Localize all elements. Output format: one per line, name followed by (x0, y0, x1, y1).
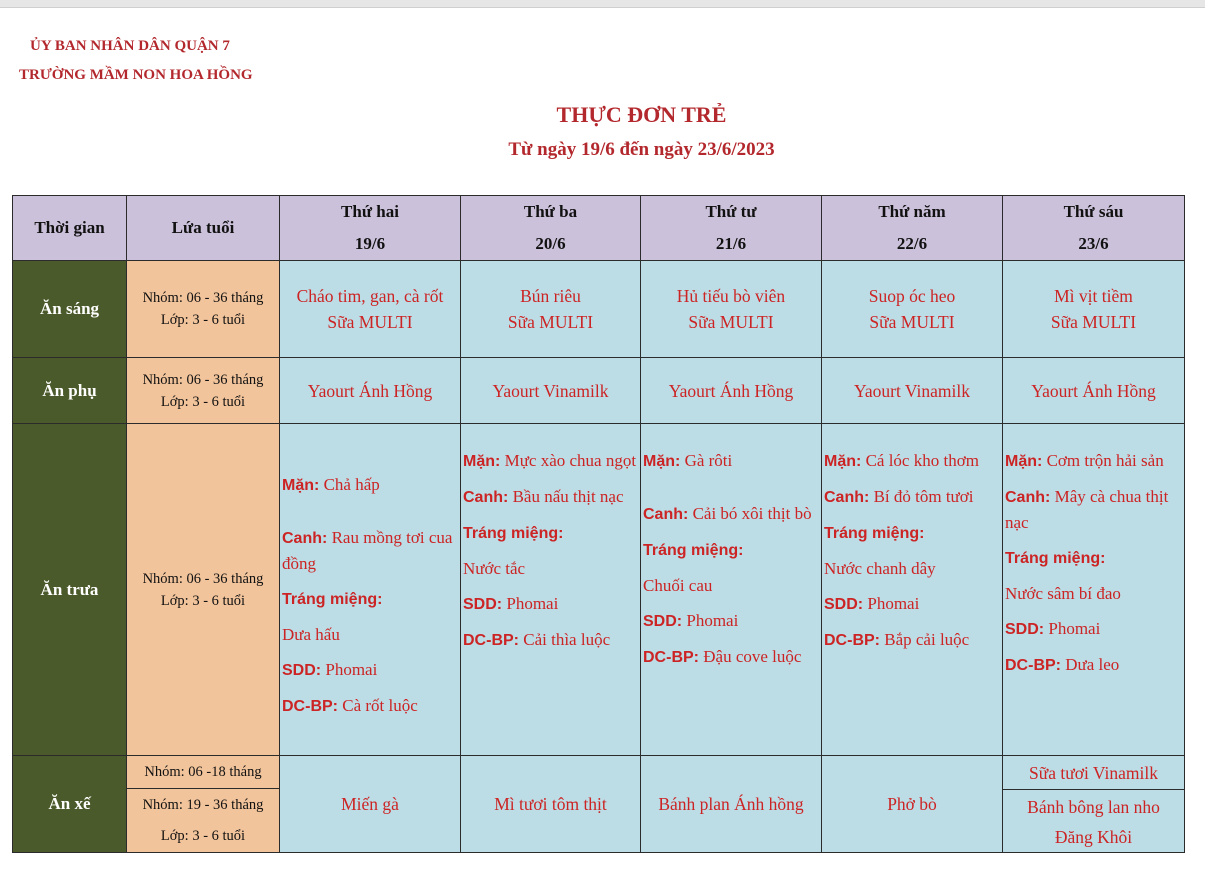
menu-cell (280, 261, 461, 358)
label-trang-mieng: Tráng miệng: (463, 525, 564, 542)
label-canh: Canh: (824, 489, 870, 506)
lunch-cell (641, 424, 822, 756)
dish-sdd: Phomai (1048, 619, 1101, 638)
date-range: Từ ngày 19/6 đến ngày 23/6/2023 (508, 139, 775, 160)
label-man: Mặn: (643, 453, 681, 470)
age-line: Nhóm: 06 -18 tháng (127, 756, 279, 789)
dish: Mì vịt tiềm (1054, 286, 1133, 306)
menu-cell (822, 261, 1003, 358)
day-date: 19/6 (354, 234, 386, 253)
label-sdd: SDD: (643, 613, 683, 630)
dish-dcbp: Cải thìa luộc (523, 630, 611, 649)
age-group (127, 756, 280, 853)
day-header (1003, 196, 1185, 261)
label-canh: Canh: (282, 530, 328, 547)
menu-cell: Bánh plan Ánh hồng (641, 756, 822, 853)
label-canh: Canh: (643, 506, 689, 523)
label-dcbp: DC-BP: (463, 632, 519, 649)
col-time-header: Thời gian (13, 196, 127, 261)
meal-label: Ăn xế (13, 756, 127, 853)
dish: Bánh bông lan nho Đăng Khôi (1027, 796, 1160, 847)
dish-dcbp: Dưa leo (1065, 655, 1120, 674)
label-dcbp: DC-BP: (643, 649, 699, 666)
dish-man: Cơm trộn hải sản (1046, 451, 1164, 470)
dish: Bún riêu (520, 286, 581, 306)
dish-man: Chả hấp (323, 475, 380, 494)
day-header (641, 196, 822, 261)
menu-cell: Yaourt Ánh Hồng (641, 358, 822, 424)
label-canh: Canh: (1005, 489, 1051, 506)
dish-dcbp: Cà rốt luộc (342, 696, 418, 715)
label-sdd: SDD: (282, 662, 322, 679)
menu-cell: Yaourt Vinamilk (461, 358, 641, 424)
dish-man: Cá lóc kho thơm (865, 451, 979, 470)
menu-cell (641, 261, 822, 358)
breakfast-row (13, 261, 1185, 358)
day-name: Thứ tư (705, 202, 757, 221)
age-group (127, 358, 280, 424)
dish-dcbp: Bắp cải luộc (884, 630, 970, 649)
label-sdd: SDD: (824, 596, 864, 613)
dish-trang-mieng: Chuối cau (643, 576, 713, 595)
day-date: 22/6 (896, 234, 928, 253)
dish: Hủ tiếu bò viên (676, 286, 786, 306)
menu-cell (1003, 756, 1185, 853)
day-header (822, 196, 1003, 261)
lunch-row (13, 424, 1185, 756)
lunch-cell (822, 424, 1003, 756)
label-man: Mặn: (463, 453, 501, 470)
day-name: Thứ năm (878, 202, 946, 221)
dish-trang-mieng: Nước sâm bí đao (1005, 584, 1121, 603)
age-line: Lớp: 3 - 6 tuổi (160, 828, 246, 844)
age-group (127, 424, 280, 756)
menu-cell: Phở bò (822, 756, 1003, 853)
top-bar (0, 0, 1205, 8)
label-trang-mieng: Tráng miệng: (643, 542, 744, 559)
age-line: Lớp: 3 - 6 tuổi (160, 393, 246, 410)
milk: Sữa MULTI (869, 312, 955, 332)
menu-cell: Yaourt Ánh Hồng (280, 358, 461, 424)
lunch-cell (461, 424, 641, 756)
menu-cell: Miến gà (280, 756, 461, 853)
snack-row (13, 358, 1185, 424)
dish-canh: Bầu nấu thịt nạc (512, 487, 624, 506)
dish-sdd: Phomai (325, 660, 378, 679)
label-man: Mặn: (282, 477, 320, 494)
age-line: Lớp: 3 - 6 tuổi (160, 592, 246, 609)
dish-canh: Cải bó xôi thịt bò (692, 504, 812, 523)
menu-cell (461, 261, 641, 358)
label-sdd: SDD: (463, 596, 503, 613)
label-trang-mieng: Tráng miệng: (1005, 550, 1106, 567)
age-line: Nhóm: 06 - 36 tháng (142, 570, 264, 587)
dish: Suop óc heo (868, 286, 956, 306)
day-date: 23/6 (1078, 234, 1109, 253)
label-man: Mặn: (1005, 453, 1043, 470)
menu-cell: Yaourt Ánh Hồng (1003, 358, 1185, 424)
menu-cell: Yaourt Vinamilk (822, 358, 1003, 424)
day-name: Thứ sáu (1063, 202, 1124, 221)
dish-sdd: Phomai (867, 594, 920, 613)
milk: Sữa MULTI (327, 312, 413, 332)
dish-trang-mieng: Nước chanh dây (824, 559, 936, 578)
age-line: Nhóm: 19 - 36 tháng (142, 797, 264, 813)
col-age-header: Lứa tuổi (127, 196, 280, 261)
milk: Sữa MULTI (1050, 312, 1137, 332)
menu-cell: Mì tươi tôm thịt (461, 756, 641, 853)
day-name: Thứ ba (523, 202, 578, 221)
menu-table (12, 195, 1185, 853)
label-dcbp: DC-BP: (1005, 657, 1061, 674)
label-dcbp: DC-BP: (282, 698, 338, 715)
age-line: Lớp: 3 - 6 tuổi (160, 312, 246, 328)
dish-sdd: Phomai (686, 611, 739, 630)
afternoon-row (13, 756, 1185, 853)
day-name: Thứ hai (341, 202, 399, 221)
label-trang-mieng: Tráng miệng: (282, 591, 383, 608)
meal-label: Ăn sáng (13, 261, 127, 358)
dish-canh: Mây cà chua thịt nạc (1005, 487, 1169, 532)
label-sdd: SDD: (1005, 621, 1045, 638)
day-header (461, 196, 641, 261)
label-dcbp: DC-BP: (824, 632, 880, 649)
lunch-cell (1003, 424, 1185, 756)
milk: Sữa tươi Vinamilk (1003, 757, 1184, 790)
dish-trang-mieng: Dưa hấu (282, 625, 340, 644)
milk: Sữa MULTI (507, 312, 594, 332)
org-line-2: TRƯỜNG MẦM NON HOA HỒNG (19, 67, 253, 83)
age-line: Nhóm: 06 - 36 tháng (142, 371, 264, 388)
lunch-cell (280, 424, 461, 756)
dish: Cháo tim, gan, cà rốt (296, 286, 444, 306)
header-row (13, 196, 1185, 261)
menu-cell (1003, 261, 1185, 358)
meal-label: Ăn phụ (13, 358, 127, 424)
day-date: 20/6 (535, 234, 566, 253)
label-canh: Canh: (463, 489, 509, 506)
dish-man: Mực xào chua ngọt (504, 451, 637, 470)
dish-sdd: Phomai (506, 594, 559, 613)
org-line-1: ỦY BAN NHÂN DÂN QUẬN 7 (30, 38, 230, 54)
day-header (280, 196, 461, 261)
dish-canh: Rau mồng tơi cua đồng (282, 528, 453, 573)
page-title: THỰC ĐƠN TRẺ (556, 102, 727, 127)
milk: Sữa MULTI (688, 312, 774, 332)
age-line: Nhóm: 06 - 36 tháng (142, 290, 264, 306)
label-man: Mặn: (824, 453, 862, 470)
meal-label: Ăn trưa (13, 424, 127, 756)
label-trang-mieng: Tráng miệng: (824, 525, 925, 542)
day-date: 21/6 (715, 234, 747, 253)
dish-trang-mieng: Nước tắc (463, 559, 526, 578)
age-group (127, 261, 280, 358)
dish-canh: Bí đỏ tôm tươi (873, 487, 974, 506)
dish-man: Gà rôti (684, 451, 733, 470)
dish-dcbp: Đậu cove luộc (703, 647, 802, 666)
